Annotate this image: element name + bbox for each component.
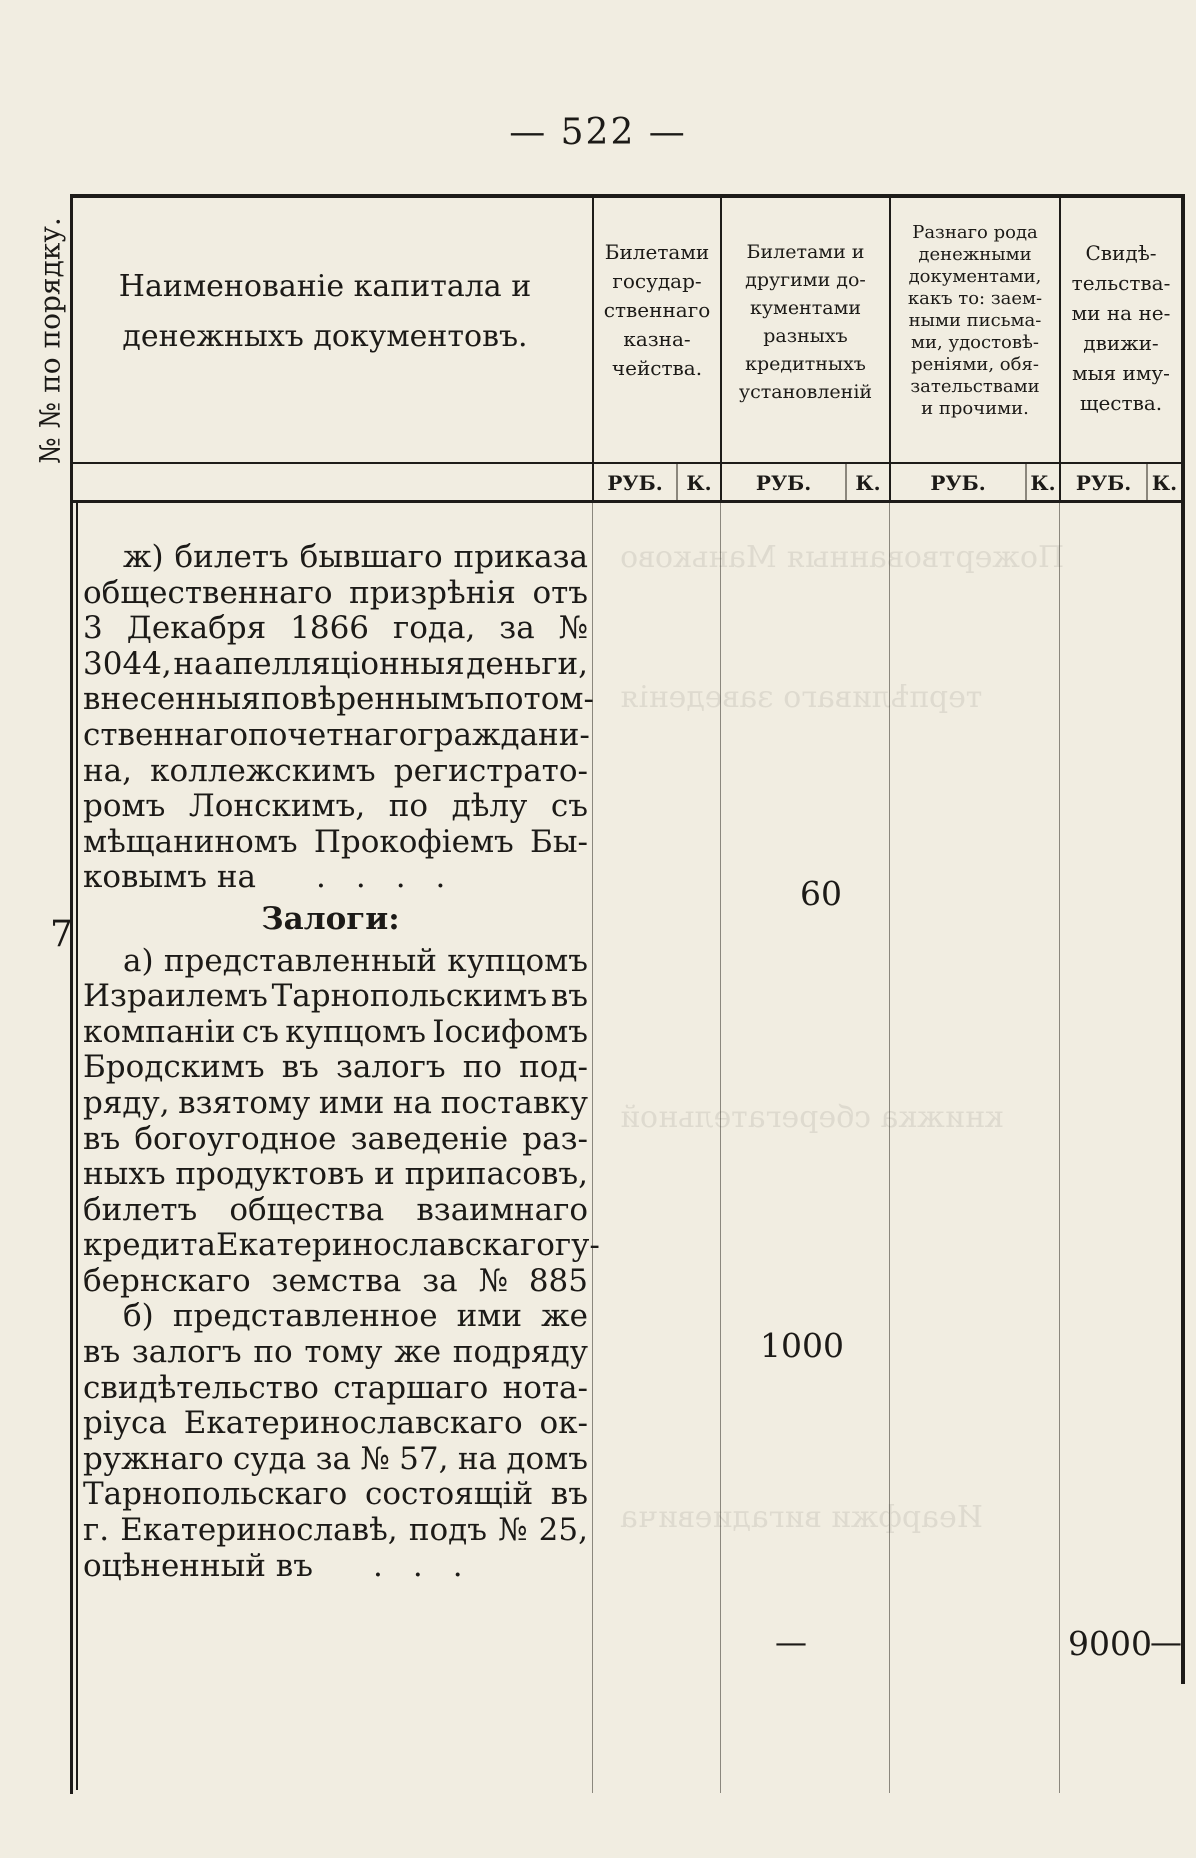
text-word: 25, [538,1512,588,1549]
text-word: и [374,1156,395,1193]
col-treasury-header: Билетами государ- ственнаго казна- чейства. [603,240,711,380]
text-word: общественнаго [83,574,333,611]
text-word: продуктовъ [175,1156,365,1193]
bleed-through-ghost: книжка сберегательной [620,1100,1004,1135]
text-word: тому [304,1334,383,1371]
text-word: на [173,645,213,682]
body-col-rule-2 [720,503,721,1793]
bleed-through-ghost: Иеарфжи вигадиевича [620,1500,983,1535]
text-word: Декабря [126,610,267,647]
text-line [83,1264,588,1300]
text-word: поставку [440,1084,588,1121]
col-money-docs-header: Разнаго рода денежными документами, какъ то: заем- ными письма- ми, удостовѣ- реніями, обя- зательствами и прочими. [907,222,1043,419]
text-word: взятому [178,1084,311,1121]
text-line [83,1157,588,1193]
text-word: отъ [532,574,588,611]
name-column-header: Наименованіе капитала и денежныхъ документовъ. [118,269,532,354]
text-word: приказа [453,539,588,575]
text-word: ственнаго [83,716,249,753]
amount-b-col1-dash: — [775,1623,807,1661]
text-word: ок- [539,1405,588,1442]
text-word: въ [550,978,588,1015]
table-right-rule [1181,194,1185,1684]
text-word: Бродскимъ [83,1049,265,1086]
text-word: на, [83,752,132,789]
text-word: на [392,1084,433,1121]
item-zh [83,539,594,860]
text-word: представленное [172,1298,438,1335]
text-word: залогъ [335,1049,446,1086]
units-bottom-rule [70,500,1184,503]
text-word: состоящій [365,1476,534,1513]
text-word: за [315,1440,351,1477]
text-word: внесенныя [83,681,261,718]
text-word: съ [550,788,588,825]
text-word: апелляціонныя [214,645,465,682]
order-col-rule [76,500,78,1790]
text-line [83,1335,588,1371]
text-word: по [462,1049,503,1086]
text-line: ковымъ на .... [83,859,476,896]
text-word: компаніи [83,1013,236,1050]
col-property-header: Свидѣ- тельства- ми на не- движи- мыя иму- щества. [1071,241,1171,415]
text-word: земства [271,1262,402,1299]
text-word: взаимнаго [416,1191,588,1228]
text-word: домъ [506,1440,588,1477]
text-word: купцомъ [447,942,588,979]
unit-rub: РУБ. [755,471,812,495]
text-line [83,1371,588,1407]
text-word: № [558,610,588,647]
text-word: Прокофіемъ [313,823,514,860]
text-word: въ [83,1334,121,1371]
unit-kop: К. [686,471,712,495]
text-word: мѣщаниномъ [83,823,298,860]
text-line [83,576,588,612]
text-word: ими [456,1298,523,1335]
text-word: билетъ [174,539,289,575]
amount-b-property: 9000 [1068,1624,1152,1663]
text-word: повѣреннымъ [260,681,485,718]
unit-kop: К. [1151,471,1178,495]
text-word: Бы- [530,823,588,860]
bleed-through-ghost: Пожертвованныя Маньково [620,540,1065,575]
unit-kop: К. [855,471,881,495]
text-word: № [478,1262,508,1299]
text-line [83,1015,588,1051]
text-line [83,825,588,861]
text-word: общества [229,1191,385,1228]
text-line [83,1122,588,1158]
text-word: Екатеринославскаго [183,1405,523,1442]
unit-rub: РУБ. [1075,471,1132,495]
row-description [83,539,600,1584]
text-word: регистрато- [393,752,588,789]
text-word: ж) [123,539,164,575]
text-word: ныхъ [83,1156,166,1193]
text-word: въ [550,1476,588,1513]
text-word: билетъ [83,1191,198,1228]
amount-a: 1000 [760,1326,844,1365]
text-line [83,1086,588,1122]
text-word: Тарнопольскимъ [271,978,548,1015]
text-line [83,1442,588,1478]
text-word: г. [83,1512,110,1549]
order-number-header: № № по порядку. [33,216,67,464]
text-word: залогъ [131,1334,242,1371]
text-word: за [499,610,535,647]
text-word: припасовъ, [404,1156,588,1193]
table-top-rule [70,194,1184,198]
pledges-heading: Залоги: [261,900,400,937]
text-line [83,789,588,825]
text-word: гу- [554,1227,600,1264]
text-word: въ [83,1120,121,1157]
text-word: ромъ [83,788,166,825]
text-word: потом- [484,681,594,718]
text-word: за [422,1262,458,1299]
text-word: ими [318,1084,385,1121]
text-word: бернскаго [83,1262,251,1299]
text-word: подряду [452,1334,588,1371]
body-col-rule-3 [889,503,890,1793]
text-word: старшаго [333,1369,489,1406]
text-word: коллежскимъ [150,752,376,789]
amount-zh: 60 [800,874,842,913]
text-word: деньги, [466,645,588,682]
text-word: Екатеринославскаго [215,1227,555,1264]
text-word: Тарнопольскаго [83,1476,348,1513]
text-word: ружнаго [83,1440,224,1477]
text-word: же [541,1298,588,1335]
unit-kop: К. [1030,471,1056,495]
text-line [83,611,588,647]
text-word: № [360,1440,390,1477]
text-word: бывшаго [299,539,443,575]
text-word: 3044, [83,645,172,682]
text-word: № [498,1512,528,1549]
text-word: подъ [408,1512,487,1549]
text-word: по [253,1334,293,1371]
amount-b-property-kop: — [1150,1623,1182,1661]
text-line [83,1299,588,1335]
text-word: граждани- [417,716,590,753]
text-word: Іосифомъ [432,1013,588,1050]
text-line: оцѣненный въ ... [83,1547,493,1584]
text-line [83,944,588,980]
text-line [83,1193,588,1229]
text-word: суда [233,1440,307,1477]
text-word: 3 [83,610,103,647]
header-bottom-rule [70,462,1184,464]
text-line [83,1227,600,1264]
text-line [83,1513,588,1549]
text-word: года, [392,610,476,647]
text-word: а) [123,942,154,979]
text-word: 57, [399,1440,449,1477]
text-line [83,979,588,1015]
text-word: Израилемъ [83,978,268,1015]
text-word: раз- [522,1120,588,1157]
text-word: кредита [83,1227,216,1264]
text-word: 885 [528,1262,588,1299]
text-line [83,1050,588,1086]
text-line [83,540,588,576]
text-word: призрѣнія [349,574,516,611]
body-col-rule-4 [1059,503,1060,1793]
item-a [83,942,600,1300]
text-word: богоугодное [134,1120,337,1157]
text-word: по [388,788,429,825]
text-word: Лонскимъ, [188,788,366,825]
text-word: ряду, [83,1084,170,1121]
text-word: Екатеринославѣ, [120,1512,398,1549]
unit-rub: РУБ. [930,471,986,495]
text-word: 1866 [290,610,370,647]
text-word: купцомъ [285,1013,426,1050]
text-word: представленный [163,942,437,979]
text-word: съ [241,1013,279,1050]
col-credit-docs-header: Билетами и другими до- кументами разныхъ кредитныхъ установленій [738,241,873,403]
text-line [83,647,588,683]
item-b [83,1299,588,1548]
text-word: нота- [502,1369,588,1406]
text-word: дѣлу [451,788,528,825]
bleed-through-ghost: терпѣливаго заведенія [620,680,983,715]
text-word: заведеніе [350,1120,509,1157]
page-number: — 522 — [509,112,687,153]
text-word: б) [123,1298,154,1335]
text-line [83,1406,588,1442]
text-line [83,681,594,718]
text-word: же [394,1334,442,1371]
text-word: под- [519,1049,588,1086]
row-number: 7 [50,914,73,955]
text-line [83,718,588,754]
text-word: въ [281,1049,319,1086]
text-word: на [457,1440,497,1477]
unit-rub: РУБ. [607,471,663,495]
text-word: свидѣтельство [83,1369,319,1406]
text-word: ріуса [83,1405,167,1442]
text-word: почетнаго [248,716,418,753]
text-line [83,1477,588,1513]
text-line [83,754,588,790]
